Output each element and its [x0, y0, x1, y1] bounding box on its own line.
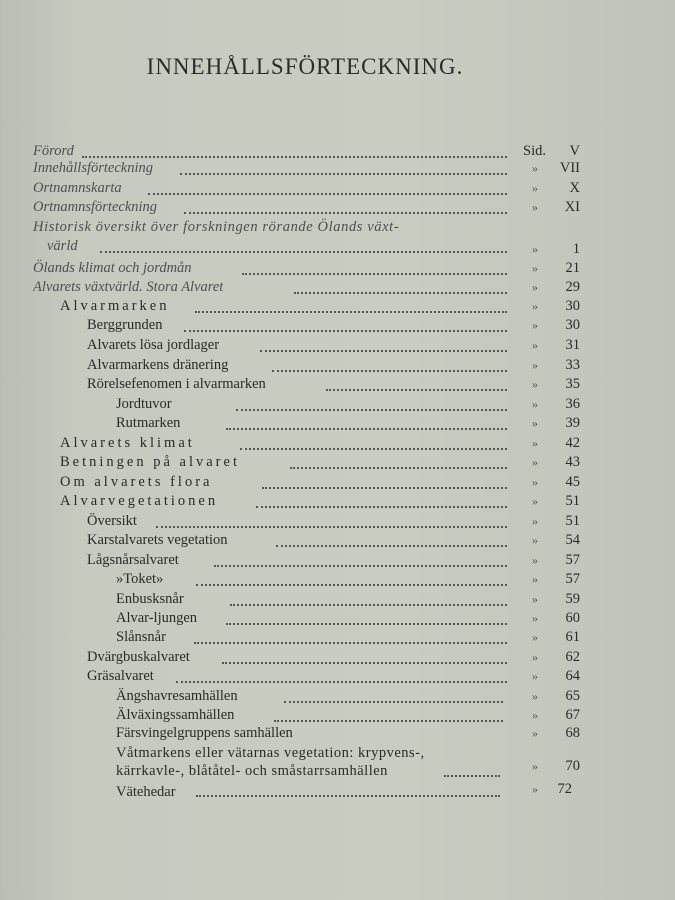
leader-dots	[290, 465, 507, 469]
sid-label: Sid.	[523, 143, 546, 159]
toc-entry	[0, 590, 675, 609]
toc-page-number: 59	[565, 591, 580, 607]
toc-page-number: V	[569, 143, 580, 159]
ditto-mark: »	[532, 669, 538, 683]
toc-entry	[0, 375, 675, 394]
leader-dots	[276, 543, 507, 547]
toc-entry	[0, 159, 675, 178]
ditto-mark: »	[532, 533, 538, 547]
ditto-mark: »	[532, 726, 538, 740]
ditto-mark: »	[532, 338, 538, 352]
toc-page-number: 61	[565, 629, 580, 645]
leader-dots	[222, 660, 507, 664]
toc-page-number: 57	[565, 552, 580, 568]
toc-page-number: 45	[565, 474, 580, 490]
leader-dots	[82, 154, 507, 158]
toc-entry-title: Enbusksnår	[116, 591, 184, 607]
toc-entry-title: Slånsnår	[116, 629, 166, 645]
toc-page-number: 51	[565, 513, 580, 529]
leader-dots	[148, 191, 507, 195]
toc-entry	[0, 687, 675, 706]
ditto-mark: »	[532, 397, 538, 411]
toc-entry	[0, 724, 675, 743]
leader-dots	[256, 504, 507, 508]
toc-entry	[0, 297, 675, 316]
toc-entry	[0, 531, 675, 550]
toc-entry	[0, 179, 675, 198]
toc-entry-title: Översikt	[87, 513, 137, 529]
leader-dots	[196, 793, 500, 797]
toc-entry-title: Betningen på alvaret	[60, 454, 240, 470]
ditto-mark: »	[532, 782, 538, 796]
ditto-mark: »	[532, 318, 538, 332]
toc-page-number: 30	[565, 317, 580, 333]
leader-dots	[262, 485, 507, 489]
toc-entry-title: Alvarets växtvärld. Stora Alvaret	[33, 279, 224, 295]
leader-dots	[176, 679, 507, 683]
ditto-mark: »	[532, 689, 538, 703]
toc-page-number: 21	[565, 260, 580, 276]
toc-page-number: 68	[565, 725, 580, 741]
ditto-mark: »	[532, 358, 538, 372]
leader-dots	[100, 249, 507, 253]
toc-page-number: 51	[565, 493, 580, 509]
toc-page-number: 67	[565, 707, 580, 723]
ditto-mark: »	[532, 572, 538, 586]
leader-dots	[326, 387, 507, 391]
toc-entry-title: Alvar-ljungen	[116, 610, 198, 626]
toc-page-number: 70	[565, 758, 580, 774]
toc-entry	[0, 783, 675, 802]
toc-page-number: 35	[565, 376, 580, 392]
toc-page-number: VII	[559, 160, 580, 176]
toc-entry	[0, 648, 675, 667]
ditto-mark: »	[532, 455, 538, 469]
toc-entry-title: Färsvingelgruppens samhällen	[116, 725, 293, 741]
leader-dots	[194, 640, 507, 644]
ditto-mark: »	[532, 759, 538, 773]
ditto-mark: »	[532, 161, 538, 175]
leader-dots	[184, 210, 507, 214]
toc-entry	[0, 414, 675, 433]
toc-entry-title: Alvarvegetationen	[60, 493, 219, 509]
toc-page-number: 64	[565, 668, 580, 684]
ditto-mark: »	[532, 280, 538, 294]
toc-entry-title: Gräsalvaret	[87, 668, 154, 684]
leader-dots	[274, 718, 503, 722]
toc-entry-title: Alvarets klimat	[60, 435, 195, 451]
leader-dots	[180, 171, 507, 175]
toc-page-number: 31	[565, 337, 580, 353]
ditto-mark: »	[532, 377, 538, 391]
toc-entry-title: Om alvarets flora	[60, 474, 213, 490]
toc-entry	[0, 259, 675, 278]
leader-dots	[195, 309, 507, 313]
leader-dots	[272, 368, 507, 372]
toc-entry	[0, 316, 675, 335]
toc-entry-title: Ängshavresamhällen	[116, 688, 238, 704]
leader-dots	[226, 426, 507, 430]
toc-entry	[0, 492, 675, 511]
toc-entry-title-line1: Våtmarkens eller vätarnas vegetation: krypvens-,	[116, 745, 425, 761]
toc-page-number: 42	[565, 435, 580, 451]
ditto-mark: »	[532, 436, 538, 450]
toc-entry	[0, 744, 675, 784]
toc-page-number: X	[569, 180, 580, 196]
leader-dots	[156, 524, 507, 528]
ditto-mark: »	[532, 416, 538, 430]
toc-entry	[0, 667, 675, 686]
toc-entry	[0, 473, 675, 492]
ditto-mark: »	[532, 299, 538, 313]
ditto-mark: »	[532, 708, 538, 722]
toc-page-number: 1	[572, 241, 580, 257]
leader-dots	[214, 563, 507, 567]
toc-page-number: 60	[565, 610, 580, 626]
toc-entry	[0, 278, 675, 297]
toc-entry-title: Berggrunden	[87, 317, 163, 333]
ditto-mark: »	[532, 553, 538, 567]
leader-dots	[184, 328, 507, 332]
toc-entry	[0, 356, 675, 375]
ditto-mark: »	[532, 242, 538, 256]
toc-entry	[0, 218, 675, 258]
toc-page-number: 33	[565, 357, 580, 373]
ditto-mark: »	[532, 592, 538, 606]
toc-entry	[0, 395, 675, 414]
toc-entry-title: Alvarets lösa jordlager	[87, 337, 220, 353]
toc-page-number: 30	[565, 298, 580, 314]
toc-entry	[0, 551, 675, 570]
leader-dots	[240, 446, 507, 450]
ditto-mark: »	[532, 514, 538, 528]
toc-entry	[0, 609, 675, 628]
toc-entry-title: Rörelsefenomen i alvarmarken	[87, 376, 266, 392]
toc-entry	[0, 706, 675, 725]
toc-entry-title: Karstalvarets vegetation	[87, 532, 228, 548]
toc-entry	[0, 628, 675, 647]
toc-entry-title: Dvärgbuskalvaret	[87, 649, 190, 665]
toc-page-number: 62	[565, 649, 580, 665]
toc-entry	[0, 336, 675, 355]
toc-entry-title: Ortnamnskarta	[33, 180, 122, 196]
toc-entry-title: Lågsnårsalvaret	[87, 552, 179, 568]
toc-entry-title-line2: värld	[47, 238, 78, 254]
toc-entry-title-line1: Historisk översikt över forskningen rörande Ölands växt-	[33, 219, 400, 235]
ditto-mark: »	[532, 181, 538, 195]
leader-dots	[284, 699, 503, 703]
toc-entry-title: Jordtuvor	[116, 396, 172, 412]
toc-page-number: XI	[564, 199, 580, 215]
leader-dots	[294, 290, 507, 294]
toc-page-number: 72	[557, 781, 572, 797]
ditto-mark: »	[532, 611, 538, 625]
ditto-mark: »	[532, 200, 538, 214]
toc-entry-title: Vätehedar	[116, 784, 176, 800]
leader-dots	[260, 348, 507, 352]
toc-page-number: 36	[565, 396, 580, 412]
toc-entry-title: Innehållsförteckning	[33, 160, 154, 176]
toc-entry	[0, 198, 675, 217]
toc-page-number: 39	[565, 415, 580, 431]
toc-page-number: 43	[565, 454, 580, 470]
toc-page-number: 29	[565, 279, 580, 295]
toc-entry	[0, 434, 675, 453]
leader-dots	[226, 621, 507, 625]
toc-entry-title: Ölands klimat och jordmån	[33, 260, 192, 276]
toc-entry	[0, 453, 675, 472]
toc-entry-title: Alvarmarkens dränering	[87, 357, 229, 373]
toc-entry-title: Alvarmarken	[60, 298, 170, 314]
toc-page-number: 57	[565, 571, 580, 587]
toc-entry-title: Ortnamnsförteckning	[33, 199, 158, 215]
toc-page-number: 54	[565, 532, 580, 548]
ditto-mark: »	[532, 650, 538, 664]
toc-page-number: 65	[565, 688, 580, 704]
toc-entry-title-line2: kärrkavle-, blåtåtel- och småstarrsamhällen	[116, 763, 388, 779]
leader-dots	[444, 773, 500, 777]
ditto-mark: »	[532, 630, 538, 644]
ditto-mark: »	[532, 261, 538, 275]
toc-entry-title: Älväxingssamhällen	[116, 707, 235, 723]
leader-dots	[242, 271, 507, 275]
ditto-mark: »	[532, 494, 538, 508]
toc-entry-title: Förord	[33, 143, 74, 159]
toc-entry-title: Rutmarken	[116, 415, 181, 431]
ditto-mark: »	[532, 475, 538, 489]
leader-dots	[230, 602, 507, 606]
toc-entry	[0, 570, 675, 589]
toc-entry	[0, 512, 675, 531]
toc-entry-title: »Toket»	[116, 571, 164, 587]
page-title: INNEHÅLLSFÖRTECKNING.	[146, 54, 464, 79]
leader-dots	[196, 582, 507, 586]
leader-dots	[236, 407, 507, 411]
